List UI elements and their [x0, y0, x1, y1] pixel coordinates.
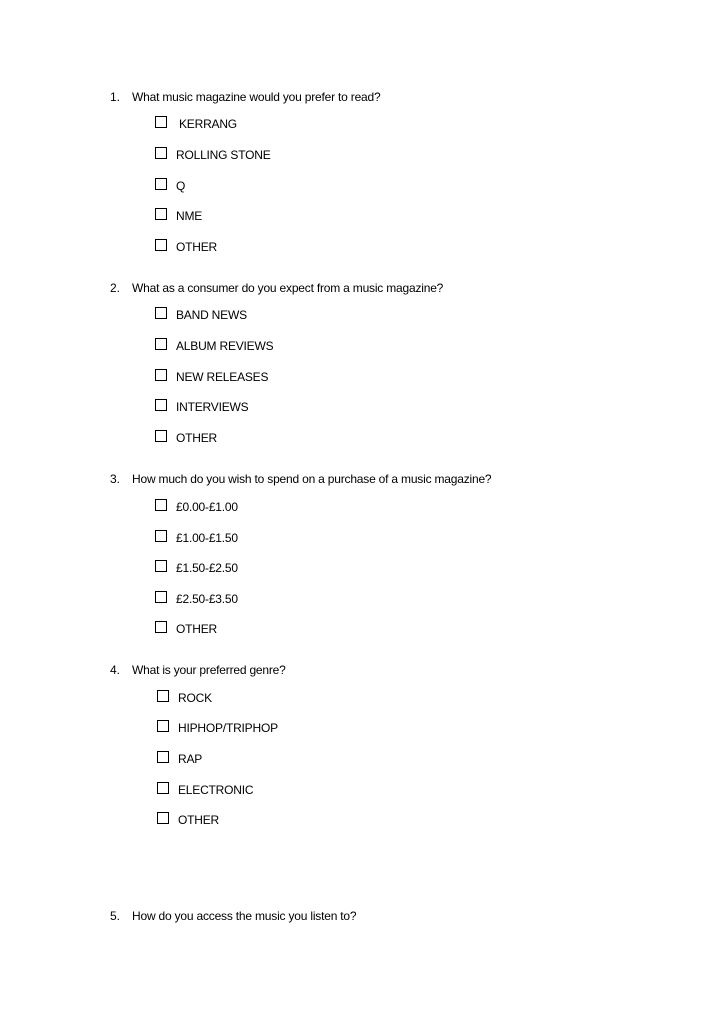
q2-option-label: BAND NEWS [176, 308, 247, 322]
q2-option-label: OTHER [176, 431, 218, 445]
checkbox-icon[interactable] [155, 178, 167, 190]
checkbox-icon[interactable] [155, 560, 167, 572]
q3-option-label: OTHER [176, 622, 218, 636]
checkbox-icon[interactable] [155, 499, 167, 511]
question-3-number: 3. [110, 472, 121, 486]
question-1-text: What music magazine would you prefer to read? [132, 90, 381, 104]
checkbox-icon[interactable] [155, 591, 167, 603]
q1-option-label: NME [176, 209, 203, 223]
q3-option-label: £0.00-£1.00 [176, 500, 238, 514]
q4-option-label: RAP [178, 752, 203, 766]
q2-option-label: ALBUM REVIEWS [176, 339, 274, 353]
q2-option-label: INTERVIEWS [176, 400, 249, 414]
question-1-number: 1. [110, 90, 121, 104]
q4-option-label: OTHER [178, 813, 220, 827]
checkbox-icon[interactable] [155, 116, 167, 128]
checkbox-icon[interactable] [155, 399, 167, 411]
checkbox-icon[interactable] [155, 338, 167, 350]
q1-option-label: KERRANG [179, 117, 237, 131]
checkbox-icon[interactable] [157, 782, 169, 794]
checkbox-icon[interactable] [157, 751, 169, 763]
checkbox-icon[interactable] [155, 307, 167, 319]
question-4-number: 4. [110, 663, 121, 677]
q4-option-label: ELECTRONIC [178, 783, 254, 797]
question-2-number: 2. [110, 281, 121, 295]
checkbox-icon[interactable] [157, 812, 169, 824]
checkbox-icon[interactable] [155, 239, 167, 251]
q1-option-label: Q [176, 179, 186, 193]
checkbox-icon[interactable] [155, 530, 167, 542]
checkbox-icon[interactable] [155, 430, 167, 442]
q4-option-label: HIPHOP/TRIPHOP [178, 721, 278, 735]
checkbox-icon[interactable] [155, 369, 167, 381]
q1-option-label: ROLLING STONE [176, 148, 271, 162]
question-2-text: What as a consumer do you expect from a music magazine? [132, 281, 444, 295]
checkbox-icon[interactable] [155, 208, 167, 220]
q3-option-label: £2.50-£3.50 [176, 592, 238, 606]
question-5-text: How do you access the music you listen to? [132, 909, 357, 923]
checkbox-icon[interactable] [155, 147, 167, 159]
q3-option-label: £1.50-£2.50 [176, 561, 238, 575]
checkbox-icon[interactable] [157, 690, 169, 702]
q2-option-label: NEW RELEASES [176, 370, 269, 384]
question-3-text: How much do you wish to spend on a purchase of a music magazine? [132, 472, 492, 486]
checkbox-icon[interactable] [155, 621, 167, 633]
q3-option-label: £1.00-£1.50 [176, 531, 238, 545]
question-4-text: What is your preferred genre? [132, 663, 286, 677]
q1-option-label: OTHER [176, 240, 218, 254]
checkbox-icon[interactable] [157, 720, 169, 732]
question-5-number: 5. [110, 909, 121, 923]
q4-option-label: ROCK [178, 691, 212, 705]
